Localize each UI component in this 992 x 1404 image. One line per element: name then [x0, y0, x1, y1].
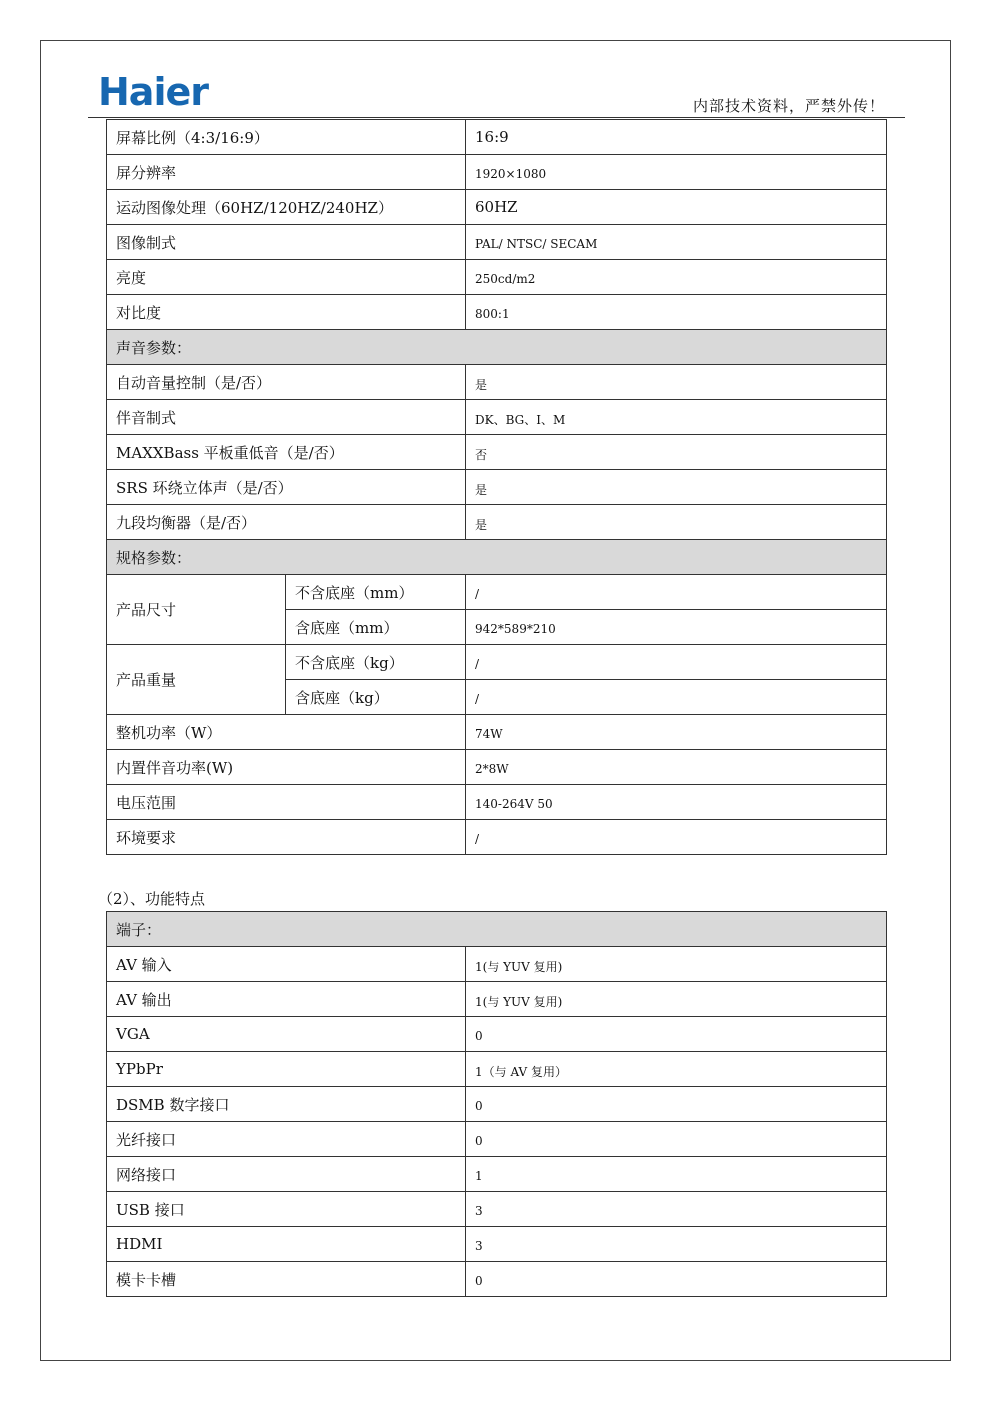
- row-label: 九段均衡器（是/否）: [107, 505, 466, 540]
- table-row: [107, 750, 887, 785]
- section-header-audio: [107, 330, 887, 365]
- section-header-spec: [107, 540, 887, 575]
- table-row: [107, 190, 887, 225]
- row-label: 屏幕比例（4:3/16:9）: [107, 120, 466, 155]
- row-sublabel: 含底座（kg）: [286, 680, 466, 715]
- row-value: 1(与 YUV 复用): [466, 982, 887, 1017]
- row-label: 环境要求: [107, 820, 466, 855]
- row-label: HDMI: [107, 1227, 466, 1262]
- table-row: [107, 400, 887, 435]
- row-value: 1（与 AV 复用）: [466, 1052, 887, 1087]
- row-label: 对比度: [107, 295, 466, 330]
- row-label: MAXXBass 平板重低音（是/否）: [107, 435, 466, 470]
- table-row: [107, 1122, 887, 1157]
- row-value: 3: [466, 1227, 887, 1262]
- section-title: 端子：: [107, 912, 887, 947]
- row-label: 屏分辨率: [107, 155, 466, 190]
- row-value: 1(与 YUV 复用): [466, 947, 887, 982]
- row-label: 自动音量控制（是/否）: [107, 365, 466, 400]
- row-label: 模卡卡槽: [107, 1262, 466, 1297]
- row-label: 产品重量: [107, 645, 286, 715]
- row-value: 0: [466, 1262, 887, 1297]
- row-label: AV 输入: [107, 947, 466, 982]
- row-value: 1920×1080: [466, 155, 887, 190]
- table-row: [107, 785, 887, 820]
- table-row: [107, 260, 887, 295]
- table-row: [107, 1157, 887, 1192]
- section-title: 声音参数：: [107, 330, 887, 365]
- table-row: [107, 155, 887, 190]
- row-value: /: [466, 645, 887, 680]
- table-row: [107, 1052, 887, 1087]
- row-label: SRS 环绕立体声（是/否）: [107, 470, 466, 505]
- row-label: 网络接口: [107, 1157, 466, 1192]
- section-title: 规格参数：: [107, 540, 887, 575]
- section-header-ports: [107, 912, 887, 947]
- row-value: 是: [466, 505, 887, 540]
- table-row: [107, 947, 887, 982]
- row-sublabel: 不含底座（kg）: [286, 645, 466, 680]
- row-value: 0: [466, 1087, 887, 1122]
- row-value: 16:9: [466, 120, 887, 155]
- row-label: 光纤接口: [107, 1122, 466, 1157]
- table-row: [107, 225, 887, 260]
- ports-table: [106, 911, 887, 1297]
- header-divider: [88, 117, 905, 118]
- row-sublabel: 不含底座（mm）: [286, 575, 466, 610]
- table-row: [107, 575, 887, 610]
- table-row: [107, 365, 887, 400]
- row-value: DK、BG、I、M: [466, 400, 887, 435]
- table-row: [107, 1017, 887, 1052]
- row-label: 亮度: [107, 260, 466, 295]
- haier-logo: Haier: [98, 70, 208, 114]
- table-row: [107, 505, 887, 540]
- row-value: /: [466, 820, 887, 855]
- table-row: [107, 715, 887, 750]
- row-value: 800:1: [466, 295, 887, 330]
- table-row: [107, 1227, 887, 1262]
- table-row: [107, 1087, 887, 1122]
- table-row: [107, 1192, 887, 1227]
- row-value: 250cd/m2: [466, 260, 887, 295]
- row-label: 整机功率（W）: [107, 715, 466, 750]
- row-label: YPbPr: [107, 1052, 466, 1087]
- row-label: 产品尺寸: [107, 575, 286, 645]
- row-label: DSMB 数字接口: [107, 1087, 466, 1122]
- confidential-notice: 内部技术资料，严禁外传！: [693, 97, 886, 115]
- row-value: 2*8W: [466, 750, 887, 785]
- row-label: VGA: [107, 1017, 466, 1052]
- row-value: 60HZ: [466, 190, 887, 225]
- row-sublabel: 含底座（mm）: [286, 610, 466, 645]
- row-label: 内置伴音功率(W): [107, 750, 466, 785]
- row-value: 0: [466, 1122, 887, 1157]
- row-value: /: [466, 575, 887, 610]
- row-value: 0: [466, 1017, 887, 1052]
- table-row: [107, 982, 887, 1017]
- table-row: [107, 435, 887, 470]
- table-row: [107, 1262, 887, 1297]
- table-row: [107, 645, 887, 680]
- row-value: /: [466, 680, 887, 715]
- row-value: 942*589*210: [466, 610, 887, 645]
- row-label: 运动图像处理（60HZ/120HZ/240HZ）: [107, 190, 466, 225]
- row-label: USB 接口: [107, 1192, 466, 1227]
- row-value: 是: [466, 470, 887, 505]
- row-label: AV 输出: [107, 982, 466, 1017]
- section-heading-features: （2）、功能特点: [98, 890, 206, 908]
- row-label: 图像制式: [107, 225, 466, 260]
- spec-table: [106, 119, 887, 855]
- table-row: [107, 470, 887, 505]
- row-value: 74W: [466, 715, 887, 750]
- row-value: 1: [466, 1157, 887, 1192]
- row-value: PAL/ NTSC/ SECAM: [466, 225, 887, 260]
- row-label: 电压范围: [107, 785, 466, 820]
- row-value: 140-264V 50: [466, 785, 887, 820]
- row-label: 伴音制式: [107, 400, 466, 435]
- row-value: 是: [466, 365, 887, 400]
- row-value: 否: [466, 435, 887, 470]
- table-row: [107, 820, 887, 855]
- row-value: 3: [466, 1192, 887, 1227]
- table-row: [107, 120, 887, 155]
- table-row: [107, 295, 887, 330]
